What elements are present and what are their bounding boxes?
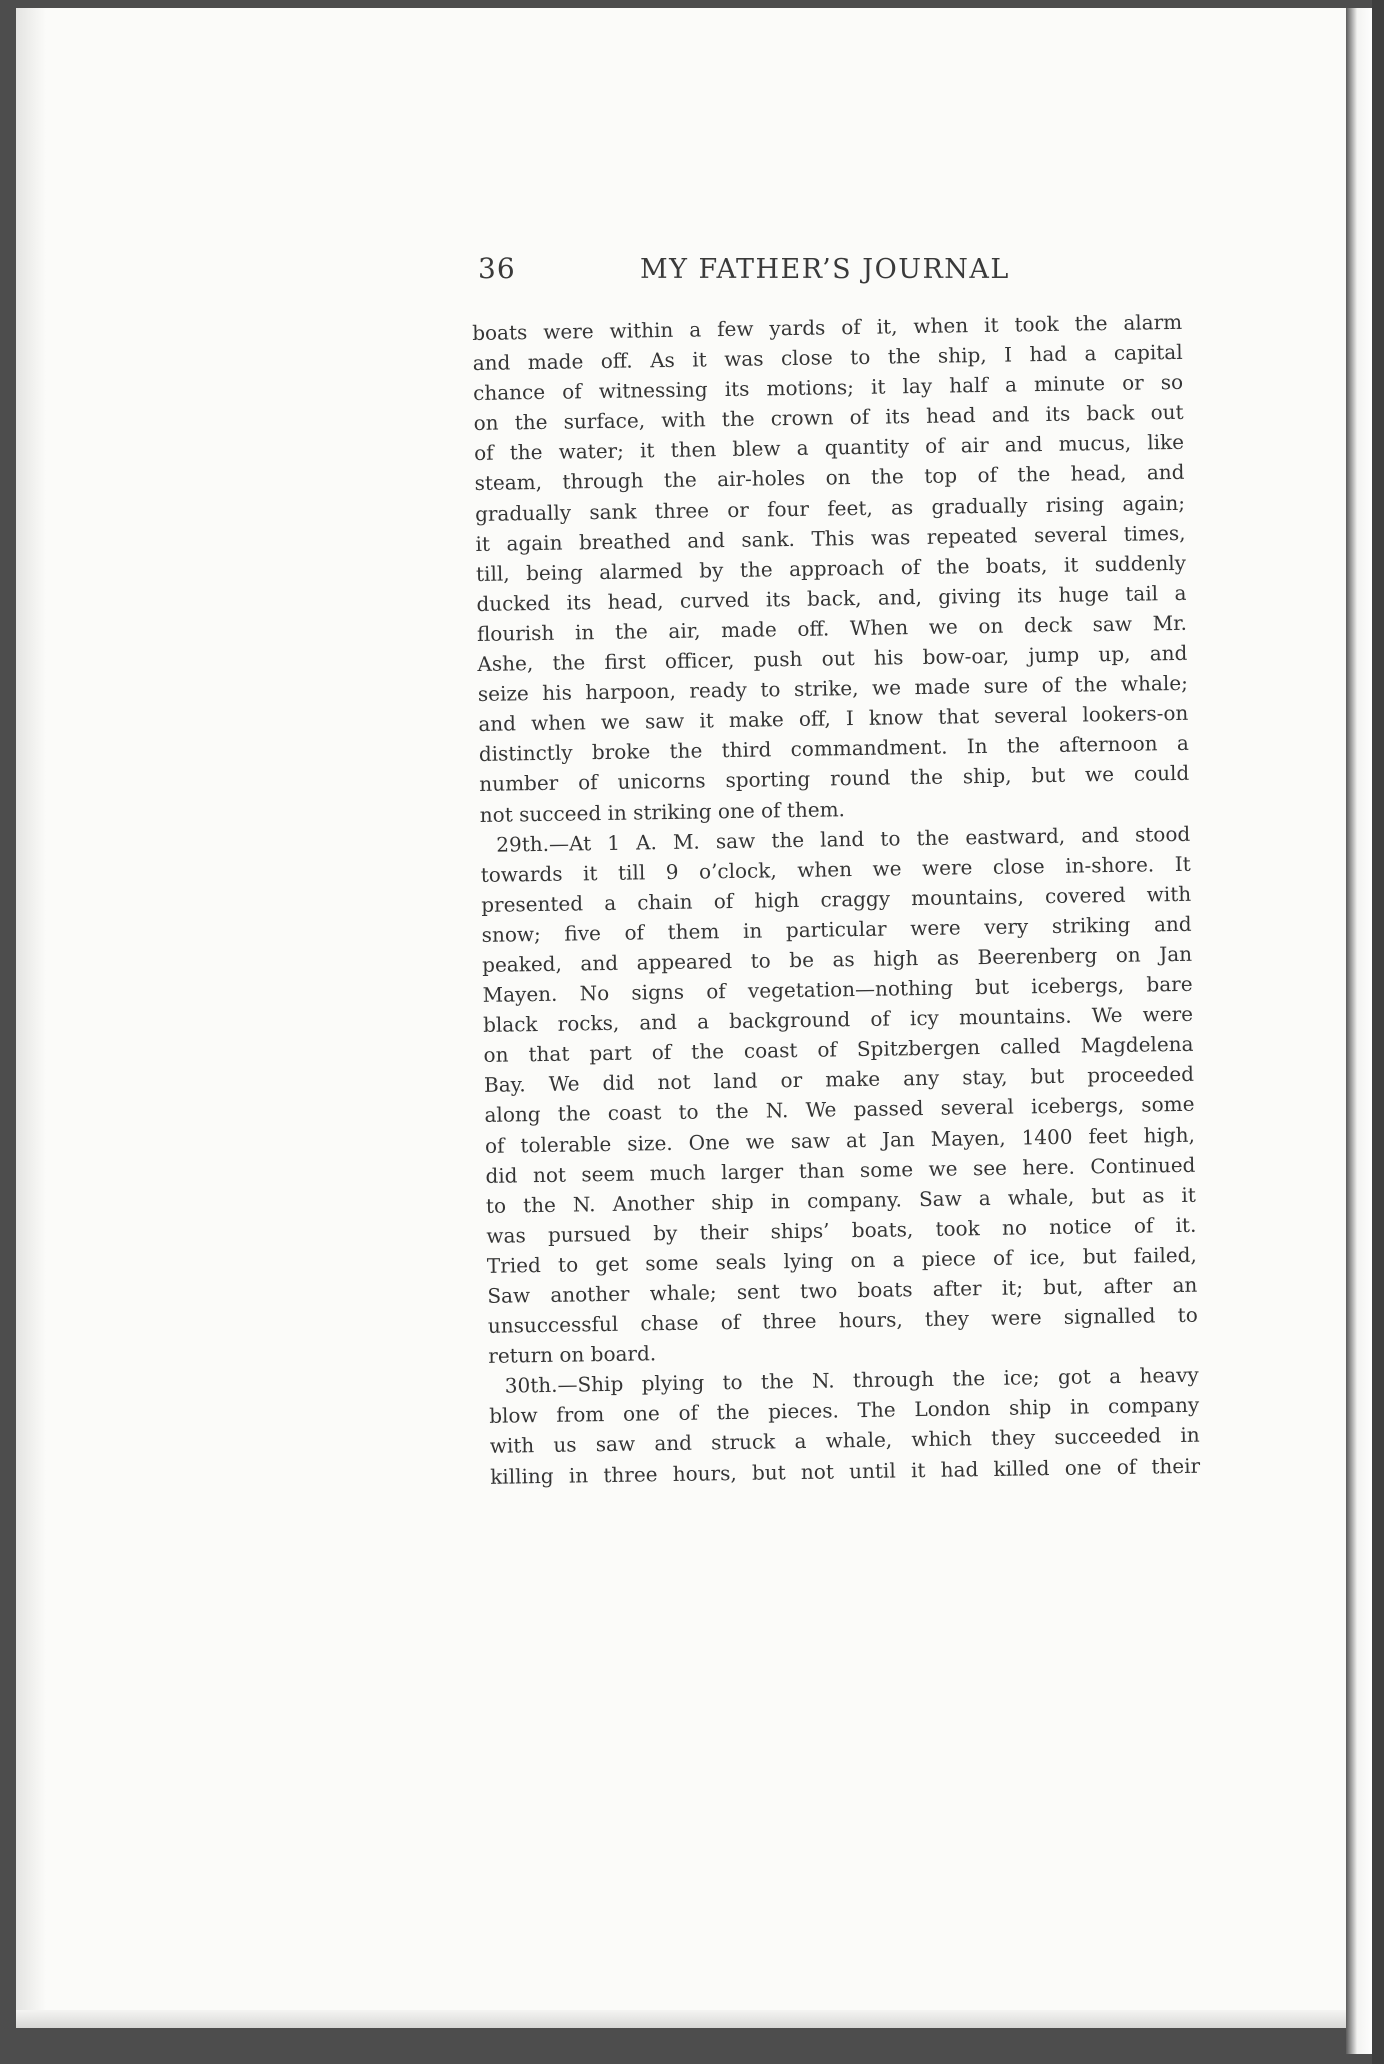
text-line: gradually sank three or four feet, as gradually rising again; <box>474 490 1186 526</box>
text-line: snow; five of them in particular were very striking and <box>481 911 1192 947</box>
text-line: unsuccessful chase of three hours, they were signalled to <box>487 1302 1198 1338</box>
text-line: Saw another whale; sent two boats after it; but, after an <box>487 1272 1198 1308</box>
text-line: return on board. <box>488 1341 657 1369</box>
text-line: did not seem much larger than some we see here. Continued <box>485 1152 1196 1188</box>
text-line: and when we saw it make off, I know that several lookers-on <box>478 701 1189 737</box>
text-line: ducked its head, curved its back, and, giving its huge tail a <box>476 580 1187 616</box>
page-bottom-edge <box>16 2010 1356 2028</box>
text-line: killing in three hours, but not until it had killed one of their <box>490 1453 1201 1489</box>
paragraph-start-line: 30th.—Ship plying to the N. through the ice; got a heavy <box>504 1362 1199 1398</box>
page-gutter-shadow <box>16 8 46 2028</box>
text-line: flourish in the air, made off. When we on deck saw Mr. <box>476 610 1188 646</box>
running-title: MY FATHER’S JOURNAL <box>640 254 1010 285</box>
running-head <box>478 252 1038 292</box>
book-gutter <box>1372 0 1384 2064</box>
text-line: chance of witnessing its motions; it lay half a minute or so <box>472 370 1184 406</box>
text-line: was pursued by their ships’ boats, took no notice of it. <box>486 1212 1197 1248</box>
text-line: and made off. As it was close to the ship, I had a capital <box>472 339 1183 376</box>
text-line: number of unicorns sporting round the ship, but we could <box>479 761 1190 797</box>
text-line: peaked, and appeared to be as high as Beerenberg on Jan <box>481 941 1193 977</box>
text-line: with us saw and struck a whale, which they succeeded in <box>489 1423 1200 1459</box>
next-page-edge <box>1346 8 1374 2054</box>
text-line: of the water; it then blew a quantity of air and mucus, like <box>473 430 1185 466</box>
text-line: Mayen. No signs of vegetation—nothing but icebergs, bare <box>482 971 1193 1007</box>
text-line: till, being alarmed by the approach of the boats, it suddenly <box>475 550 1187 586</box>
text-line: on that part of the coast of Spitzbergen called Magdelena <box>483 1032 1194 1068</box>
text-line: it again breathed and sank. This was repeated several times, <box>475 520 1186 556</box>
text-line: Tried to get some seals lying on a piece of ice, but failed, <box>486 1242 1197 1278</box>
text-line: on the surface, with the crown of its head and its back out <box>473 400 1184 436</box>
paragraph-start-line: 29th.—At 1 A. M. saw the land to the eastward, and stood <box>496 821 1191 857</box>
text-line: towards it till 9 o’clock, when we were close in-shore. It <box>480 851 1191 887</box>
text-line: boats were within a few yards of it, when it took the alarm <box>472 309 1183 345</box>
text-line: Ashe, the first officer, push out his bow-oar, jump up, and <box>477 640 1188 676</box>
text-line: black rocks, and a background of icy mountains. We were <box>482 1001 1194 1038</box>
text-line: steam, through the air-holes on the top of the head, and <box>474 460 1185 496</box>
text-line: distinctly broke the third commandment. In the afternoon a <box>478 731 1189 767</box>
body-text <box>472 307 1200 1492</box>
text-line: of tolerable size. One we saw at Jan Mayen, 1400 feet high, <box>484 1122 1196 1158</box>
text-line: along the coast to the N. We passed several icebergs, some <box>484 1092 1195 1128</box>
text-line: presented a chain of high craggy mountains, covered with <box>481 881 1192 917</box>
page-number: 36 <box>478 252 516 285</box>
text-line: to the N. Another ship in company. Saw a whale, but as it <box>485 1182 1197 1218</box>
text-line: not succeed in striking one of them. <box>479 796 846 827</box>
text-line: Bay. We did not land or make any stay, but proceeded <box>483 1062 1195 1098</box>
text-line: seize his harpoon, ready to strike, we made sure of the whale; <box>477 670 1189 707</box>
text-line: blow from one of the pieces. The London ship in company <box>489 1393 1200 1429</box>
